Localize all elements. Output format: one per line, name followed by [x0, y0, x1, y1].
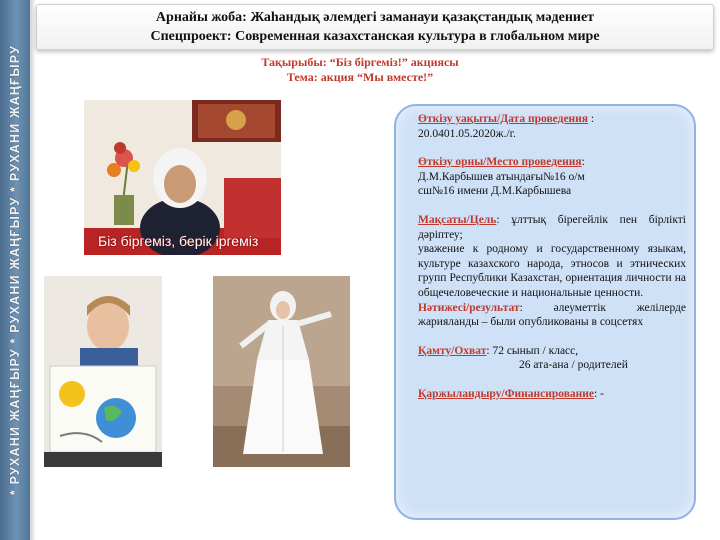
place-line2: сш№16 имени Д.М.Карбышева	[418, 185, 572, 198]
photo-caption: Біз біргеміз, берік іргеміз	[98, 233, 259, 249]
side-banner-text: * РУХАНИ ЖАҢҒЫРУ * РУХАНИ ЖАҢҒЫРУ * РУХАНИ ЖАҢҒЫРУ	[8, 44, 22, 496]
coverage-label: Қамту/Охват	[418, 344, 487, 357]
goal-kz: : ұлттық бірегейлік пен бірлікті дәріптеу;	[418, 213, 686, 241]
result-row	[418, 301, 686, 330]
place-line1: Д.М.Карбышев атындағы№16 о/м	[418, 170, 585, 183]
place-label: Өткізу орны/Место проведения	[418, 156, 582, 169]
place-row: Өткізу орны/Место проведения: Д.М.Карбышев атындағы№16 о/м сш№16 имени Д.М.Карбышева	[418, 156, 585, 198]
photo-girl-costume	[213, 276, 350, 467]
side-banner-shadow	[30, 0, 36, 540]
finance-value: : -	[594, 387, 604, 400]
photo-boy-drawing	[44, 276, 162, 467]
topic-kz: Тақырыбы: “Біз біргеміз!” акциясы	[261, 55, 459, 69]
date-value: 20.0401.05.2020ж./г.	[418, 127, 516, 140]
goal-row	[418, 213, 686, 242]
coverage-line2: 26 ата-ана / родителей	[519, 359, 628, 372]
finance-label: Қаржыландыру/Финансирование	[418, 387, 595, 400]
side-banner	[0, 0, 30, 540]
coverage-row	[418, 344, 686, 373]
photo-woman	[84, 100, 281, 255]
header-band	[36, 4, 714, 50]
goal-label: Мақсаты/Цель	[418, 213, 497, 226]
header-title-kz: Арнайы жоба: Жаһандық әлемдегі заманауи қазақстандық мәдениет	[155, 10, 595, 25]
coverage-line1: : 72 сынып / класс,	[486, 344, 579, 357]
date-row: Өткізу уақыты/Дата проведения : 20.0401.05.2020ж./г.	[418, 113, 595, 140]
finance-row	[418, 387, 686, 402]
result-value: : әлеуметтік желілерде жарияланды – были опубликованы в соцсетях	[418, 301, 686, 329]
info-panel	[394, 104, 696, 520]
date-label: Өткізу уақыты/Дата проведения	[418, 113, 589, 125]
result-label: Нәтижесі/результат	[418, 301, 520, 314]
goal-ru: уважение к родному и государственному языкам, культуре казахского народа, этносов и этнических групп Республики Казахстан, ориентация личности на общечеловеческие и национальные ценности.	[418, 243, 686, 299]
topic-subtitle	[180, 55, 540, 85]
topic-ru: Тема: акция “Мы вместе!”	[286, 70, 434, 84]
header-title-ru: Спецпроект: Современная казахстанская культура в глобальном мире	[150, 29, 600, 44]
